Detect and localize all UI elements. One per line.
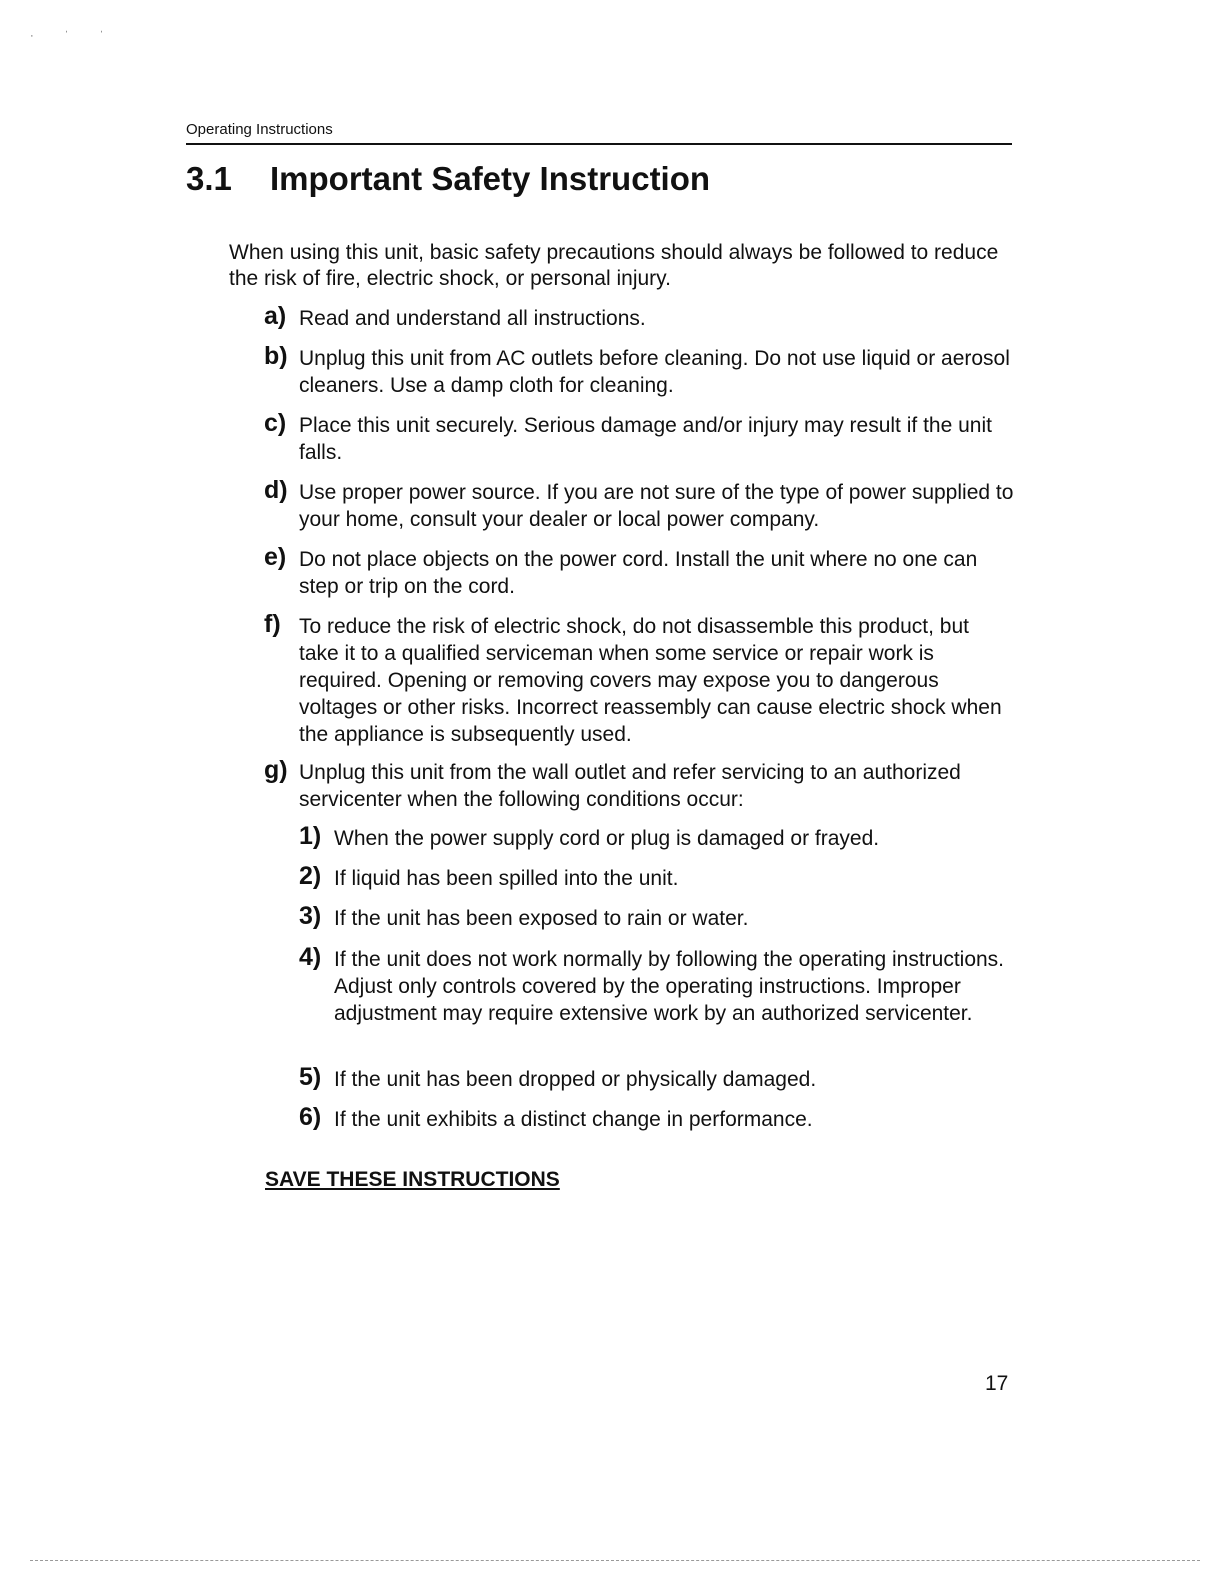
sub-item-2	[299, 862, 1014, 892]
list-item-b	[264, 342, 1014, 399]
sub-item-text: If the unit exhibits a distinct change in performance.	[334, 1108, 813, 1131]
sub-item-text: If the unit does not work normally by following the operating instructions. Adjust only controls covered by the operating instructions. Improper adjustment may require extensive work by an authorized servicenter.	[334, 948, 1005, 1025]
sub-item-text: If liquid has been spilled into the unit.	[334, 867, 679, 890]
section-number: 3.1	[186, 160, 232, 197]
item-label: g)	[264, 756, 288, 784]
list-item-e	[264, 543, 1014, 600]
list-item-g	[264, 756, 1014, 813]
scan-specks: · ˈ ˈ	[30, 30, 118, 42]
sub-item-label: 3)	[299, 902, 322, 930]
item-label: d)	[264, 476, 288, 504]
item-text: To reduce the risk of electric shock, do not disassemble this product, but take it to a qualified serviceman when some service or repair work is required. Opening or removing covers may expose you to dangerous voltages or other risks. Incorrect reassembly can cause electric shock when the appliance is subsequently used.	[299, 615, 1002, 746]
item-text: Unplug this unit from AC outlets before cleaning. Do not use liquid or aerosol cleaners. Use a damp cloth for cleaning.	[299, 347, 1010, 397]
item-text: Use proper power source. If you are not sure of the type of power supplied to your home, consult your dealer or local power company.	[299, 481, 1014, 531]
sub-item-label: 5)	[299, 1063, 322, 1091]
sub-item-4	[299, 943, 1014, 1027]
item-text: Unplug this unit from the wall outlet and refer servicing to an authorized servicenter when the following conditions occur:	[299, 761, 961, 811]
sub-item-6	[299, 1103, 1014, 1133]
sub-item-text: If the unit has been dropped or physically damaged.	[334, 1068, 817, 1091]
list-item-c	[264, 409, 1014, 466]
list-item-d	[264, 476, 1014, 533]
page-title	[186, 160, 710, 198]
intro-paragraph: When using this unit, basic safety precautions should always be followed to reduce the risk of fire, electric shock, or personal injury.	[229, 241, 999, 290]
sub-item-label: 6)	[299, 1103, 322, 1131]
sub-item-5	[299, 1063, 1014, 1093]
footer-divider	[30, 1560, 1200, 1561]
sub-item-3	[299, 902, 1014, 932]
sub-item-text: When the power supply cord or plug is damaged or frayed.	[334, 827, 880, 850]
list-item-a	[264, 302, 1014, 332]
section-title: Important Safety Instruction	[270, 160, 711, 197]
item-text: Place this unit securely. Serious damage and/or injury may result if the unit falls.	[299, 414, 992, 464]
sub-item-text: If the unit has been exposed to rain or water.	[334, 907, 749, 930]
sub-item-label: 4)	[299, 943, 322, 971]
list-item-f	[264, 610, 1014, 748]
item-text: Do not place objects on the power cord. Install the unit where no one can step or trip on the cord.	[299, 548, 978, 598]
item-label: c)	[264, 409, 287, 437]
save-instructions-heading: SAVE THESE INSTRUCTIONS	[265, 1168, 560, 1191]
item-label: e)	[264, 543, 287, 571]
item-label: a)	[264, 302, 287, 330]
sub-item-label: 2)	[299, 862, 322, 890]
sub-item-label: 1)	[299, 822, 322, 850]
item-label: b)	[264, 342, 288, 370]
item-label: f)	[264, 610, 281, 638]
running-header: Operating Instructions	[186, 121, 1012, 145]
sub-item-1	[299, 822, 1014, 852]
page-number: 17	[985, 1372, 1009, 1395]
item-text: Read and understand all instructions.	[299, 307, 646, 330]
